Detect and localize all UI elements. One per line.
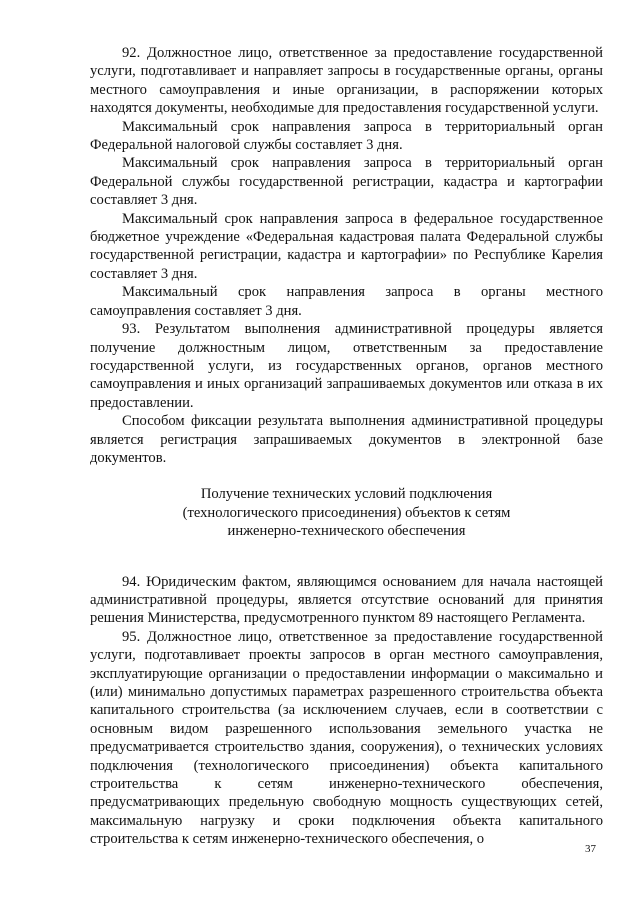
section-heading-line-2: (технологического присоединения) объектов к сетям <box>182 504 511 521</box>
paragraph-local-government-deadline: Максимальный срок направления запроса в органы местного самоуправления составляет 3 дня. <box>90 284 603 319</box>
paragraph-94: 94. Юридическим фактом, являющимся основанием для начала настоящей административной процедуры, является отсутствие оснований для принятия решения Министерства, предусмотренного пунктом 89 настоящего Регламента. <box>90 573 603 627</box>
paragraph-92: 92. Должностное лицо, ответственное за предоставление государственной услуги, подготавливает и направляет запросы в государственные органы, органы местного самоуправления и иные организации, в распоряжении которых находятся документы, необходимые для предоставления государственной услуги. <box>90 45 603 117</box>
paragraph-95: 95. Должностное лицо, ответственное за предоставление государственной услуги, подготавливает проекты запросов в орган местного самоуправления, эксплуатирующие организации о предоставлении информации о максимально и (или) минимально допустимых параметрах разрешенного строительства объекта капитального строительства (за исключением случаев, если в соответствии с основным видом разрешенного использования земельного участка не предусматривается строительство здания, сооружения), о технических условиях подключения (технологического присоединения) объекта капитального строительства к сетям инженерно-технического обеспечения, предусматривающих предельную свободную мощность существующих сетей, максимальную нагрузку и сроки подключения объекта капитального строительства к сетям инженерно-технического обеспечения, о <box>90 628 603 848</box>
paragraph-93: 93. Результатом выполнения административной процедуры является получение должностным лицом, ответственным за предоставление государственной услуги, из государственных органов, органов местного самоуправления и иных организаций запрашиваемых документов или отказа в их предоставлении. <box>90 321 603 411</box>
paragraph-rosreestr-deadline: Максимальный срок направления запроса в территориальный орган Федеральной службы государственной регистрации, кадастра и картографии составляет 3 дня. <box>90 155 603 209</box>
paragraph-cadastral-chamber-deadline: Максимальный срок направления запроса в федеральное государственное бюджетное учреждение «Федеральная кадастровая палата Федеральной службы государственной регистрации, кадастра и картографии» по Республике Карелия составляет 3 дня. <box>90 210 603 282</box>
paragraph-fns-deadline: Максимальный срок направления запроса в территориальный орган Федеральной налоговой службы составляет 3 дня. <box>90 118 603 154</box>
section-heading-line-1: Получение технических условий подключения <box>200 486 493 503</box>
section-heading <box>90 485 603 540</box>
section-heading-line-3: инженерно-технического обеспечения <box>227 523 466 540</box>
document-body <box>90 44 603 849</box>
paragraph-fixation-method: Способом фиксации результата выполнения административной процедуры является регистрация запрашиваемых документов в электронной базе документов. <box>90 413 603 466</box>
page-number: 37 <box>585 843 596 855</box>
